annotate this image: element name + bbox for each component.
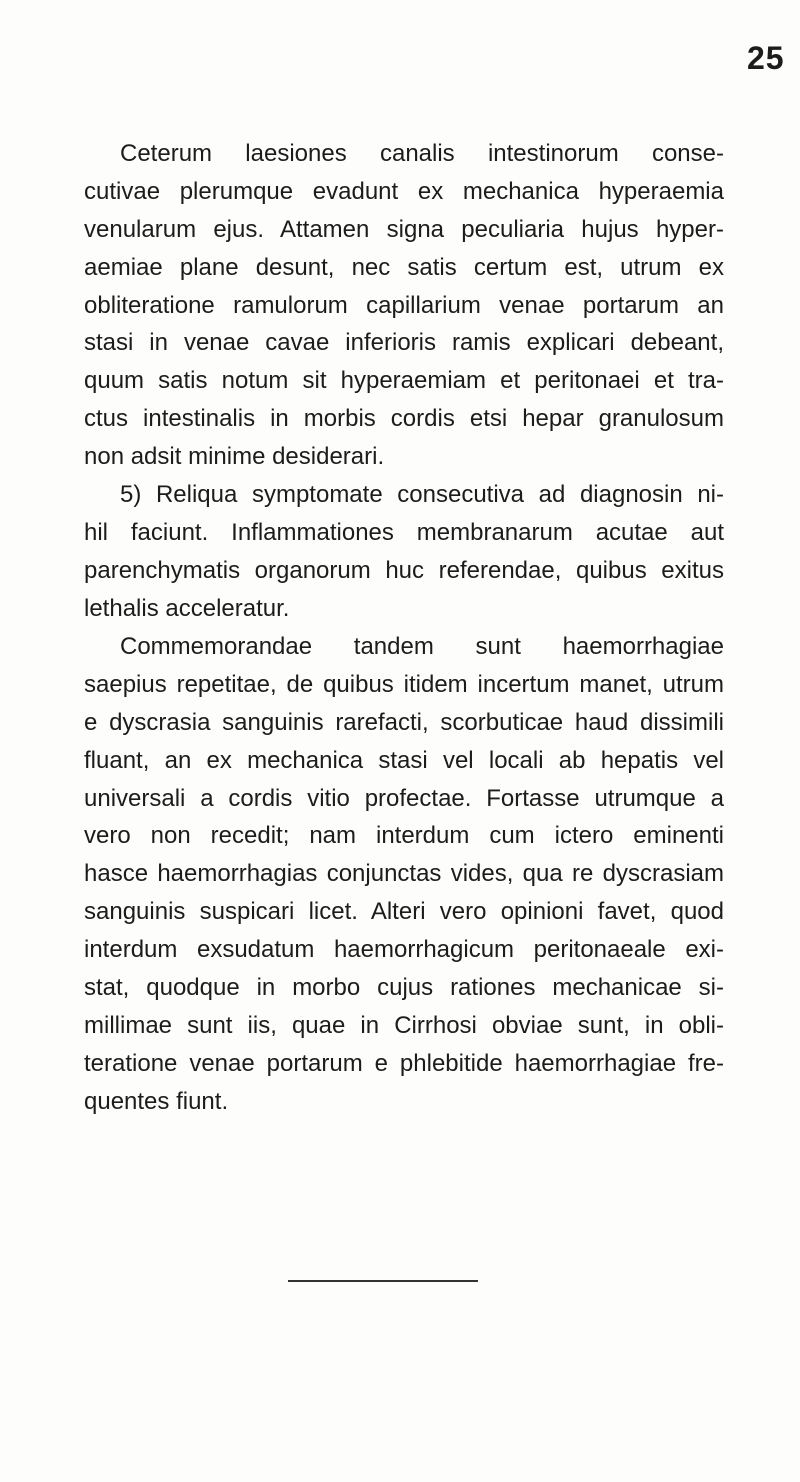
text-line: teratione venae portarum e phlebitide haemorrhagiae fre- — [84, 1050, 724, 1077]
text-line: parenchymatis organorum huc referendae, quibus exitus — [84, 557, 724, 584]
text-line: aemiae plane desunt, nec satis certum est, utrum ex — [84, 254, 724, 281]
text-line: quum satis notum sit hyperaemiam et peritonaei et tra- — [84, 367, 724, 394]
text-line: sanguinis suspicari licet. Alteri vero opinioni favet, quod — [84, 898, 724, 925]
end-rule — [288, 1280, 478, 1282]
text-line: interdum exsudatum haemorrhagicum peritonaeale exi- — [84, 936, 724, 963]
text-line: stat, quodque in morbo cujus rationes mechanicae si- — [84, 974, 724, 1001]
text-line: hasce haemorrhagias conjunctas vides, qua re dyscrasiam — [84, 860, 724, 887]
text-line: 5) Reliqua symptomate consecutiva ad diagnosin ni- — [120, 481, 724, 508]
text-line: e dyscrasia sanguinis rarefacti, scorbuticae haud dissimili — [84, 709, 724, 736]
text-line: millimae sunt iis, quae in Cirrhosi obviae sunt, in obli- — [84, 1012, 724, 1039]
text-line: non adsit minime desiderari. — [84, 443, 385, 470]
text-line: obliteratione ramulorum capillarium venae portarum an — [84, 292, 724, 319]
text-line: Commemorandae tandem sunt haemorrhagiae — [120, 633, 724, 660]
text-line: saepius repetitae, de quibus itidem incertum manet, utrum — [84, 671, 724, 698]
text-line: universali a cordis vitio profectae. Fortasse utrumque a — [84, 785, 724, 812]
page-number: 25 — [747, 40, 785, 76]
text-line: fluant, an ex mechanica stasi vel locali ab hepatis vel — [84, 747, 724, 774]
text-line: Ceterum laesiones canalis intestinorum conse- — [120, 140, 724, 167]
text-line: venularum ejus. Attamen signa peculiaria hujus hyper- — [84, 216, 724, 243]
text-line: vero non recedit; nam interdum cum ictero eminenti — [84, 822, 724, 849]
text-line: hil faciunt. Inflammationes membranarum acutae aut — [84, 519, 724, 546]
text-line: quentes fiunt. — [84, 1088, 229, 1115]
text-line: cutivae plerumque evadunt ex mechanica hyperaemia — [84, 178, 724, 205]
text-line: stasi in venae cavae inferioris ramis explicari debeant, — [84, 329, 724, 356]
text-line: ctus intestinalis in morbis cordis etsi hepar granulosum — [84, 405, 724, 432]
text-line: lethalis acceleratur. — [84, 595, 290, 622]
